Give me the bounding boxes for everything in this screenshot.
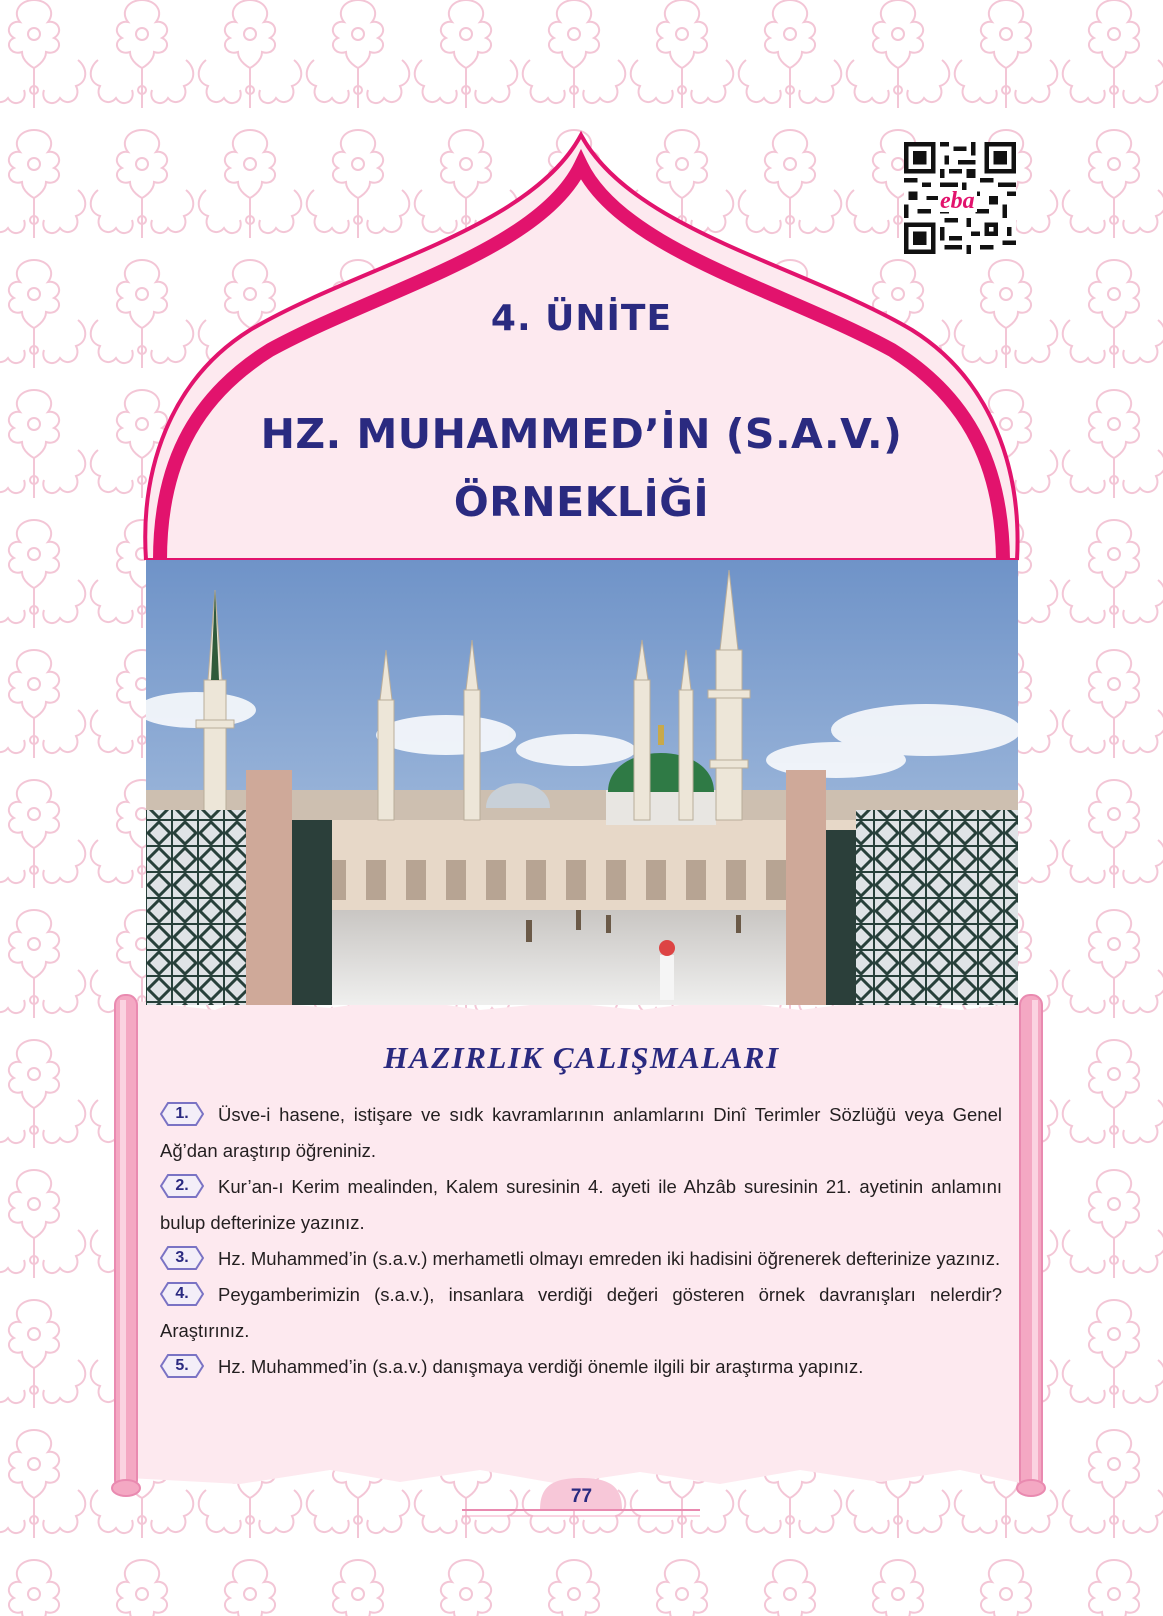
unit-title-line-1: HZ. MUHAMMED’İN (S.A.V.): [260, 410, 903, 458]
item-number-badge: 4.: [160, 1281, 204, 1307]
preparation-item: [160, 1349, 1002, 1385]
preparation-item: [160, 1169, 1002, 1241]
preparation-item: [160, 1097, 1002, 1169]
item-text: Hz. Muhammed’in (s.a.v.) danışmaya verdiği önemle ilgili bir araştırma yapınız.: [218, 1356, 864, 1377]
preparation-title: HAZIRLIK ÇALIŞMALARI: [383, 1040, 780, 1075]
eba-logo: eba: [940, 188, 975, 214]
item-text: Peygamberimizin (s.a.v.), insanlara verdiği değeri gösteren örnek davranışları nelerdir? Araştırınız.: [160, 1284, 1002, 1341]
item-number-badge: 1.: [160, 1101, 204, 1127]
preparation-list: [160, 1097, 1002, 1385]
item-text: Üsve-i hasene, istişare ve sıdk kavramlarının anlamlarını Dinî Terimler Sözlüğü veya Genel Ağ’dan araştırıp öğreniniz.: [160, 1104, 1002, 1161]
preparation-item: [160, 1277, 1002, 1349]
preparation-item: [160, 1241, 1002, 1277]
unit-label: 4. ÜNİTE: [490, 298, 673, 339]
item-number-badge: 2.: [160, 1173, 204, 1199]
page-number: 77: [570, 1486, 593, 1507]
item-number-badge: 5.: [160, 1353, 204, 1379]
item-text: Kur’an-ı Kerim mealinden, Kalem suresinin 4. ayeti ile Ahzâb suresinin 21. ayetinin anlamını bulup defterinize yazınız.: [160, 1176, 1002, 1233]
unit-title-line-2: ÖRNEKLİĞİ: [453, 478, 710, 526]
item-text: Hz. Muhammed’in (s.a.v.) merhametli olmayı emreden iki hadisini öğrenerek defterinize yazınız.: [218, 1248, 1001, 1269]
item-number-badge: 3.: [160, 1245, 204, 1271]
mosque-photo: [146, 560, 1018, 1005]
unit-title: [0, 400, 1163, 536]
